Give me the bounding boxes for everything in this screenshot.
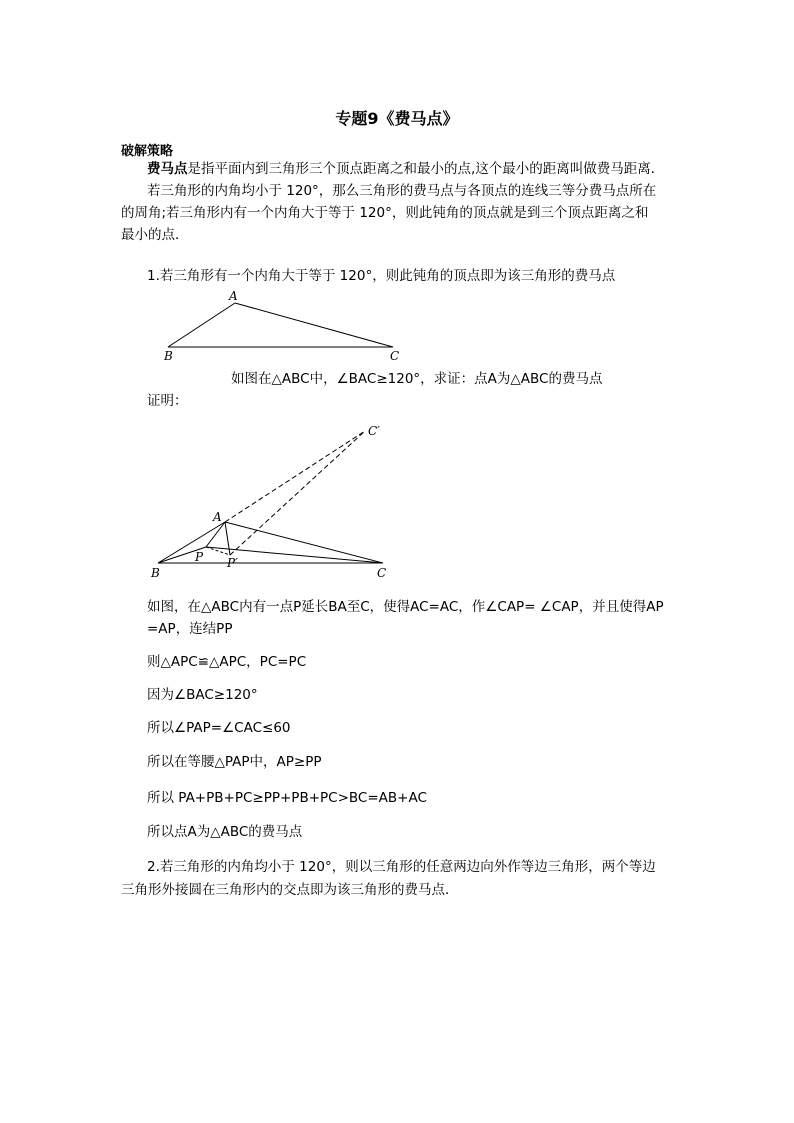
proof-line-3: 因为∠BAC≥120° (147, 687, 258, 703)
fig2-label-c: C (377, 566, 387, 580)
segment-p-prime-c-prime-dashed (230, 431, 365, 555)
proof-line-7: 所以点A为△ABC的费马点 (147, 824, 303, 840)
page-title: 专题9《费马点》 (335, 109, 459, 128)
term-fermat-point: 费马点 (147, 161, 188, 177)
proof-line-4: 所以∠PAP=∠CAC≤60 (147, 720, 291, 736)
intro-line-4: 最小的点． (121, 227, 189, 243)
proof-line-2: 则△APC≌△APC，PC=PC (147, 654, 307, 670)
segment-pa (206, 522, 225, 547)
intro-line-2: 若三角形的内角均小于 120°，那么三角形的费马点与各顶点的连线三等分费马点所在 (147, 183, 657, 199)
side-ac (235, 303, 393, 347)
section-heading: 破解策略 (121, 144, 174, 159)
segment-ac-prime-dashed (225, 431, 365, 522)
proof-line-5: 所以在等腰△PAP中，AP≥PP (147, 754, 322, 770)
fig2-label-p-prime: P′ (227, 556, 238, 570)
fig2-label-a: A (213, 510, 222, 524)
section2-line-1: 2.若三角形的内角均小于 120°，则以三角形的任意两边向外作等边三角形，两个等边 (147, 859, 656, 875)
figure-triangle-abc (150, 285, 420, 365)
fig2-label-b: B (151, 566, 160, 580)
intro-line-1-rest: 是指平面内到三角形三个顶点距离之和最小的点,这个最小的距离叫做费马距离． (187, 161, 665, 177)
figure-proof-diagram (140, 415, 420, 585)
proof-line-1a: 如图，在△ABC内有一点P延长BA至C，使得AC=AC，作∠CAP= ∠CAP，并且使得AP (147, 599, 664, 615)
segment-ap-prime (225, 522, 230, 555)
proof-line-6: 所以 PA+PB+PC≥PP+PB+PC>BC=AB+AC (147, 790, 427, 806)
proof-line-1b: =AP，连结PP (147, 621, 233, 637)
problem-statement: 如图在△ABC中，∠BAC≥120°，求证：点A为△ABC的费马点 (231, 371, 603, 387)
proof-label: 证明： (147, 393, 188, 409)
fig1-label-b: B (164, 349, 173, 363)
fig1-label-c: C (390, 349, 400, 363)
fig2-label-c-prime: C′ (368, 424, 380, 438)
side-ab (168, 303, 235, 347)
segment-ba (158, 522, 225, 563)
intro-line-1 (147, 158, 664, 180)
segment-ac (225, 522, 383, 563)
intro-line-3: 的周角;若三角形内有一个内角大于等于 120°，则此钝角的顶点就是到三个顶点距离之和 (121, 205, 649, 221)
fig1-label-a: A (229, 289, 238, 303)
fig2-label-p: P (195, 550, 204, 564)
section1-statement: 1.若三角形有一个内角大于等于 120°，则此钝角的顶点即为该三角形的费马点 (147, 268, 616, 284)
section2-line-2: 三角形外接圆在三角形内的交点即为该三角形的费马点． (121, 882, 459, 898)
